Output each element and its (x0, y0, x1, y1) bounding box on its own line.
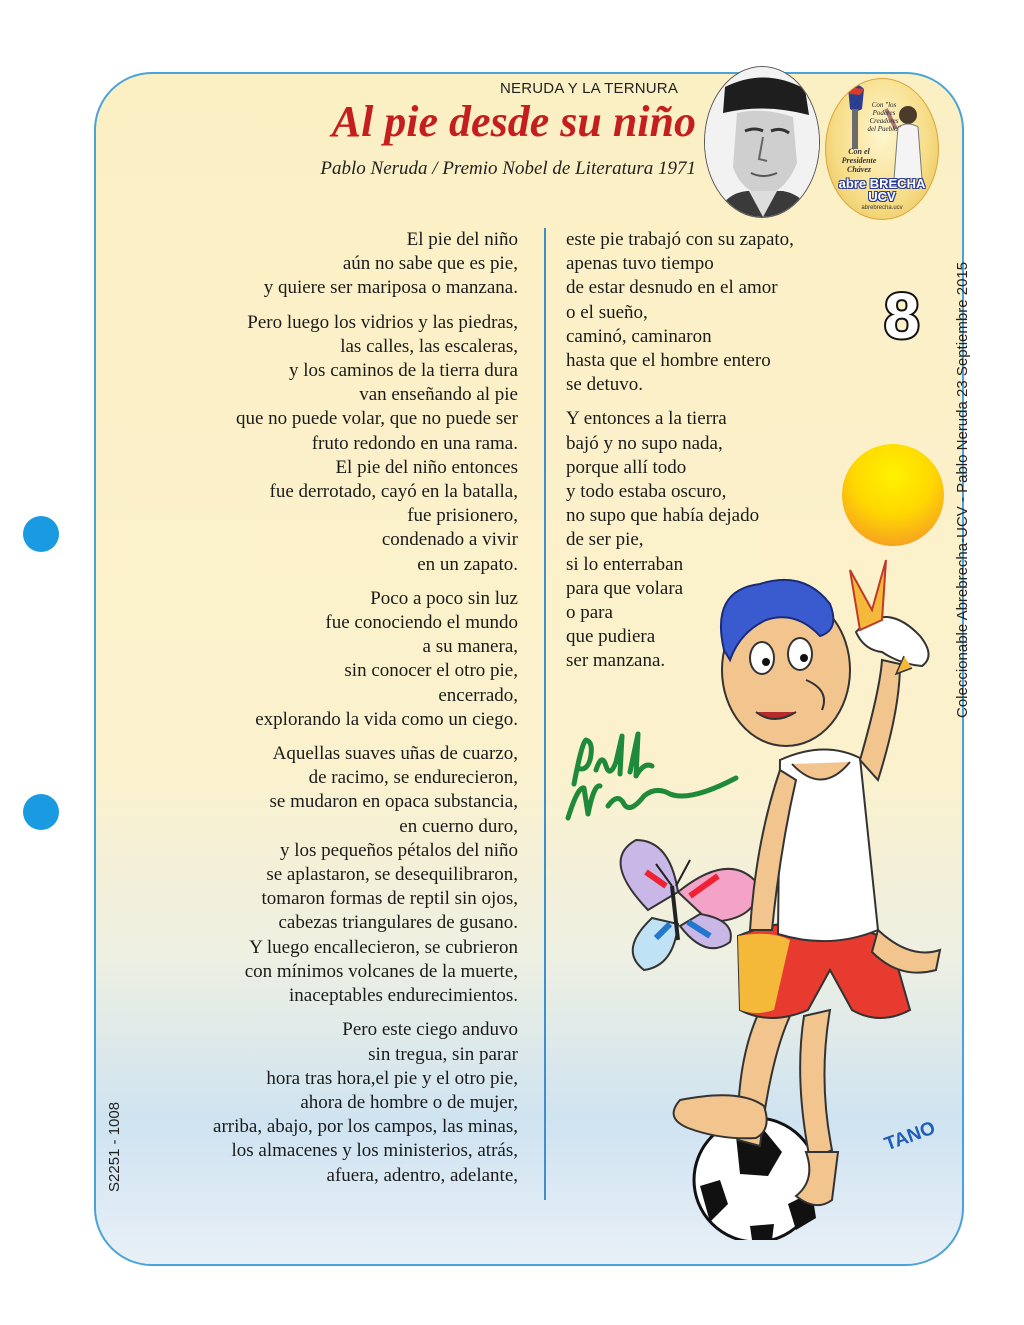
poem-stanza (120, 587, 518, 732)
poem-line: no supo que había dejado (566, 505, 760, 527)
badge-top-text: Con "los Poderes Creadores del Pueblo" (867, 101, 901, 133)
poem-line: bajó y no supo nada, (566, 432, 723, 454)
poem-line: este pie trabajó con su zapato, (566, 229, 794, 250)
poem-line: Poco a poco sin luz (370, 587, 518, 609)
poem-line: si lo enterraban (566, 553, 684, 575)
poem-line: fue prisionero, (407, 505, 518, 527)
poem-left-column (120, 228, 518, 1198)
collection-note: Coleccionable Abrebrecha-UCV - Pablo Neruda 23 Septiembre 2015 (954, 261, 971, 718)
poem-stanza (120, 311, 518, 577)
poem-line: fue derrotado, cayó en la batalla, (269, 481, 518, 503)
badge-logo: abre BRECHA UCV (838, 176, 926, 204)
poem-line: de estar desnudo en el amor (566, 277, 778, 299)
poem-line: van enseñando al pie (359, 384, 518, 406)
illustrator-signature: TANO (881, 1117, 939, 1156)
poem-line: sin conocer el otro pie, (344, 660, 518, 682)
poem-line: ahora de hombre o de mujer, (300, 1091, 518, 1113)
poem-line: con mínimos volcanes de la muerte, (244, 960, 518, 982)
binder-hole-top (23, 516, 59, 552)
poem-line: en cuerno duro, (399, 815, 518, 837)
poem-line: sin tregua, sin parar (368, 1043, 518, 1065)
poem-line: Pero este ciego anduvo (342, 1019, 518, 1041)
poem-stanza (120, 742, 518, 1008)
poem-line: arriba, abajo, por los campos, las minas, (213, 1116, 518, 1138)
poem-line: tomaron formas de reptil sin ojos, (261, 888, 518, 910)
poem-line: Y entonces a la tierra (566, 408, 727, 430)
poem-line: que pudiera (566, 626, 656, 648)
poem-line: se aplastaron, se desequilibraron, (266, 864, 518, 886)
poem-line: a su manera, (422, 636, 518, 658)
poem-line: que no puede volar, que no puede ser (235, 408, 518, 430)
poem-line: inaceptables endurecimientos. (289, 985, 518, 1007)
poem-line: y los caminos de la tierra dura (289, 360, 518, 382)
collection-number: 8 (884, 280, 920, 352)
poem-line: condenado a vivir (381, 529, 518, 551)
poem-line: Y luego encallecieron, se cubrieron (249, 936, 518, 958)
poem-line: fue conociendo el mundo (325, 612, 518, 634)
sun-illustration (842, 444, 944, 546)
poem-line: hora tras hora,el pie y el otro pie, (266, 1067, 518, 1089)
binder-hole-bottom (23, 794, 59, 830)
poem-line: caminó, caminaron (566, 325, 712, 347)
abrebrecha-badge (825, 78, 939, 220)
poem-line: apenas tuvo tiempo (566, 253, 714, 275)
code-label: S2251 - 1008 (106, 1101, 123, 1192)
poem-line: se mudaron en opaca substancia, (269, 791, 518, 813)
poem-line: Pero luego los vidrios y las piedras, (247, 311, 518, 333)
poem-line: El pie del niño entonces (335, 456, 518, 478)
poem-line: y los pequeños pétalos del niño (280, 839, 518, 861)
neruda-portrait (704, 66, 820, 218)
poem-line: para que volara (566, 577, 684, 599)
poem-line: los almacenes y los ministerios, atrás, (231, 1140, 518, 1162)
poem-line: porque allí todo (566, 456, 687, 478)
page-title: Al pie desde su niño (331, 97, 696, 146)
poem-line: fruto redondo en una rama. (311, 432, 518, 454)
poem-line: hasta que el hombre entero (566, 350, 771, 372)
poem-stanza (120, 1018, 518, 1187)
author-subtitle: Pablo Neruda / Premio Nobel de Literatura 1971 (320, 158, 696, 179)
column-divider (544, 228, 546, 1200)
badge-small-text: abrebrecha.ucv (861, 205, 903, 211)
poem-line: aún no sabe que es pie, (342, 253, 518, 275)
poem-line: cabezas triangulares de gusano. (278, 912, 518, 934)
poem-line: afuera, adentro, adelante, (326, 1164, 518, 1186)
poem-line: El pie del niño (406, 229, 518, 250)
poem-line: se detuvo. (566, 374, 644, 396)
portrait-image (705, 67, 819, 217)
badge-mid-text: Con el Presidente Chávez (841, 147, 877, 174)
poem-stanza (566, 228, 886, 397)
poem-line: las calles, las escaleras, (340, 335, 518, 357)
poem-line: encerrado, (438, 684, 518, 706)
poem-stanza (120, 228, 518, 301)
poem-line: en un zapato. (417, 553, 518, 575)
poem-line: explorando la vida como un ciego. (255, 708, 518, 730)
poem-line: o el sueño, (566, 301, 648, 323)
poem-line: y quiere ser mariposa o manzana. (263, 277, 518, 299)
poem-line: o para (566, 602, 613, 624)
poem-line: de ser pie, (566, 529, 644, 551)
poem-line: de racimo, se endurecieron, (308, 767, 518, 789)
series-label: NERUDA Y LA TERNURA (500, 80, 679, 97)
poem-line: ser manzana. (566, 650, 666, 672)
poem-line: Aquellas suaves uñas de cuarzo, (272, 743, 518, 765)
poem-line: y todo estaba oscuro, (566, 481, 727, 503)
